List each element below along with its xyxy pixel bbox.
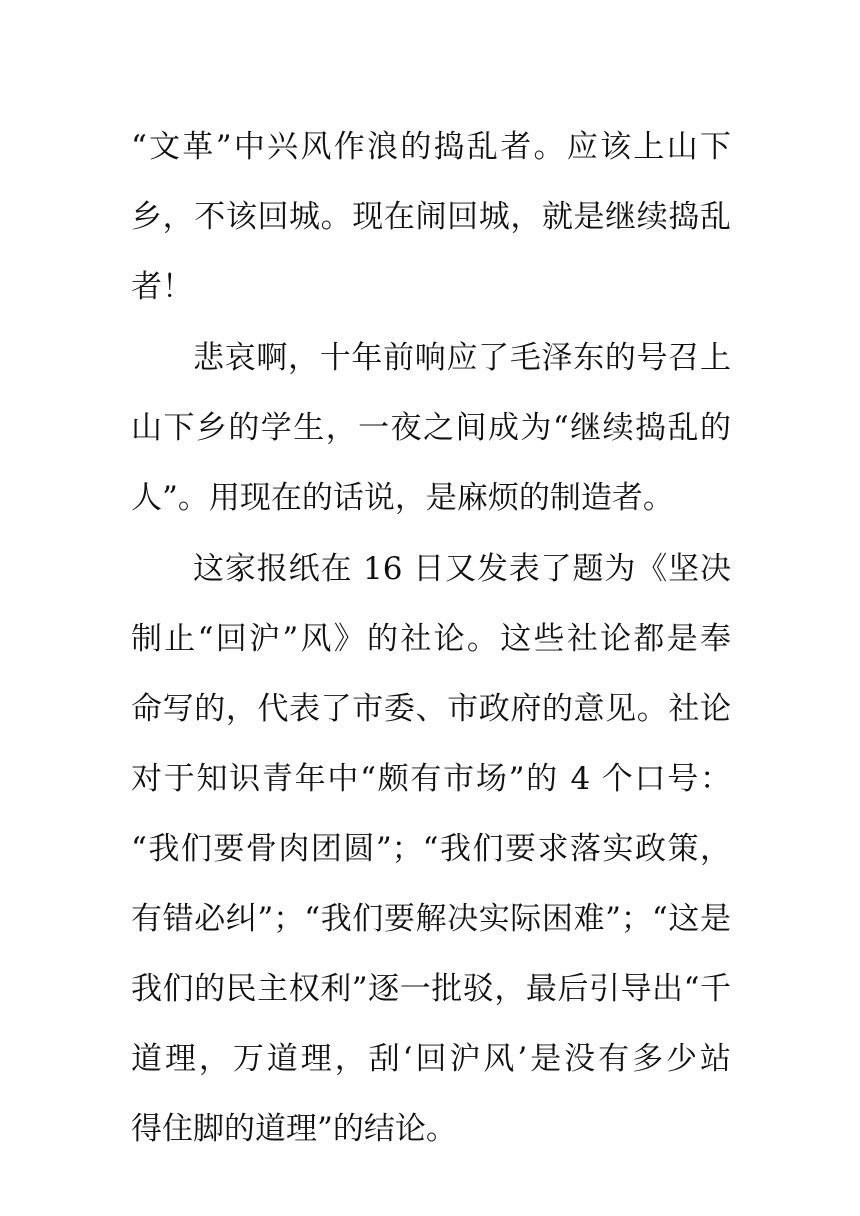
text-line: 有错必纠”；“我们要解决实际困难”；“这是 [131,901,731,937]
text-line: 者！ [131,269,193,305]
text-line: 对于知识青年中“颇有市场”的 4 个口号： [131,761,731,797]
text-line: 得住脚的道理”的结论。 [131,1111,457,1147]
paragraph-3 [131,534,731,1164]
text-line: 乡，不该回城。现在闹回城，就是继续捣乱 [131,199,731,235]
text-line: 这家报纸在 16 日又发表了题为《坚决 [193,551,731,587]
text-line: 我们的民主权利”逐一批驳，最后引导出“千 [131,971,731,1007]
text-line: 悲哀啊，十年前响应了毛泽东的号召上 [193,340,731,376]
text-line: “我们要骨肉团圆”；“我们要求落实政策， [131,831,731,867]
text-line: 命写的，代表了市委、市政府的意见。社论 [131,691,731,727]
text-line: 道理，万道理，刮‘回沪风’是没有多少站 [131,1041,731,1077]
text-line: “文革”中兴风作浪的捣乱者。应该上山下 [131,129,731,165]
text-line: 山下乡的学生，一夜之间成为“继续捣乱的 [131,410,731,446]
document-page [131,112,731,1165]
paragraph-2 [131,323,731,533]
text-line: 人”。用现在的话说，是麻烦的制造者。 [131,480,674,516]
paragraph-1 [131,112,731,322]
text-line: 制止“回沪”风》的社论。这些社论都是奉 [131,621,731,657]
